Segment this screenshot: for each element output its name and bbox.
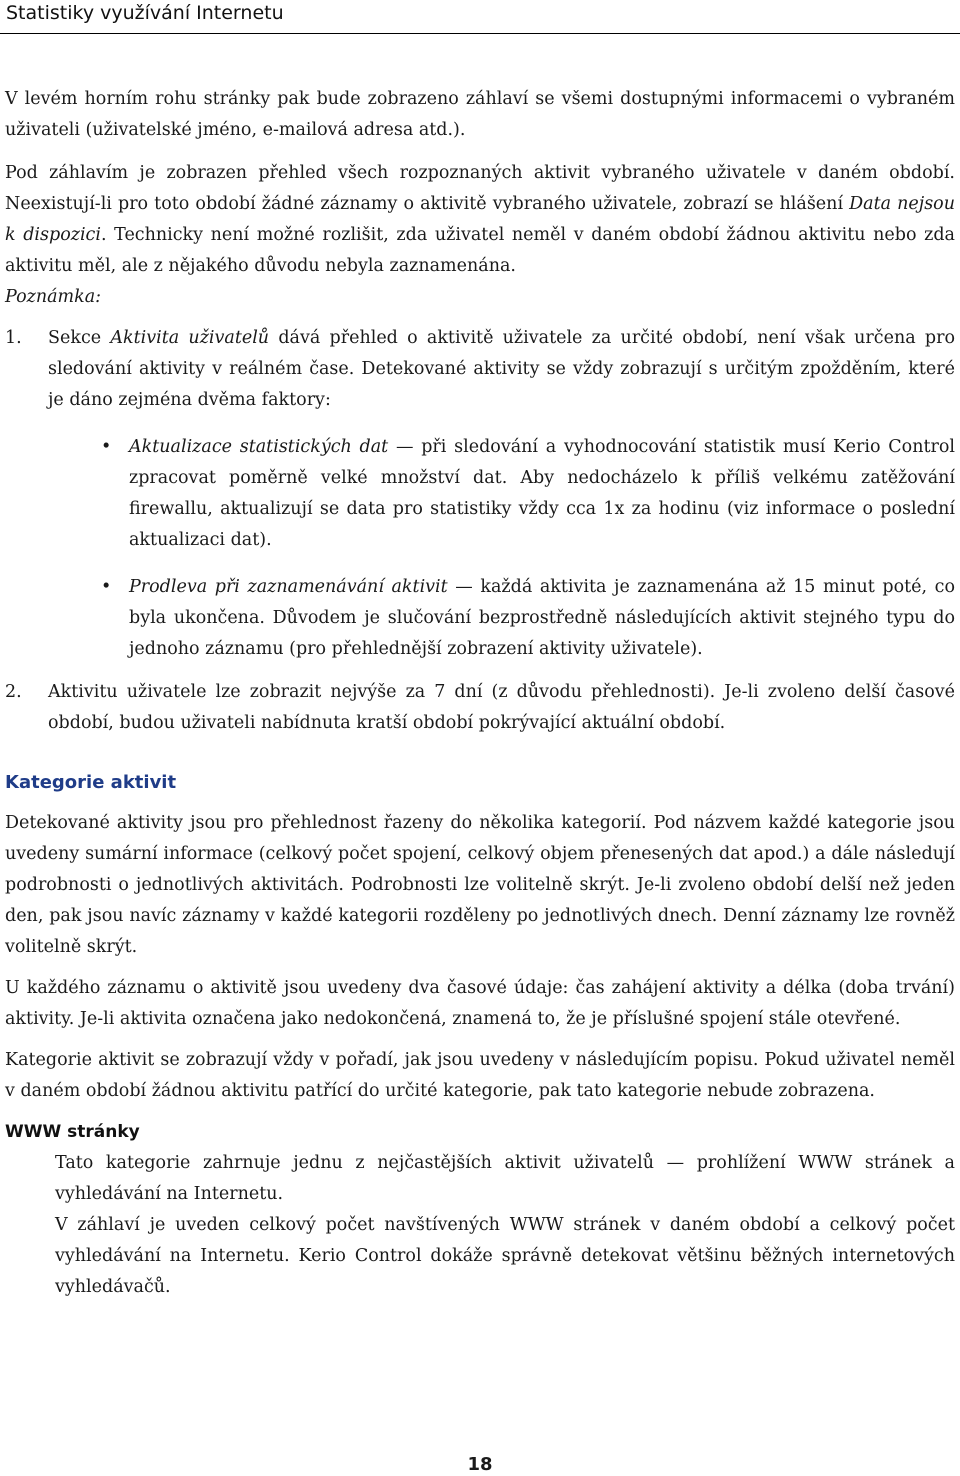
- header-rule: [0, 33, 960, 34]
- page-number: 18: [467, 1454, 493, 1475]
- subheading-www-pages: WWW stránky: [5, 1122, 140, 1142]
- note-emphasis: Aktivita uživatelů: [110, 328, 270, 348]
- note-text: dává přehled o aktivitě uživatele za určité období, není však určena pro sledování aktivity v reálném čase. Detekované aktivity se vždy zobrazují s určitým zpožděním, které je dáno zejména dvěma faktory:: [48, 328, 955, 410]
- running-header-title: Statistiky využívání Internetu: [6, 2, 284, 24]
- paragraph-activity-overview: [5, 158, 955, 282]
- no-data-message: Data nejsou k dispozici: [5, 194, 955, 245]
- paragraph-www-category: Tato kategorie zahrnuje jednu z nejčastějších aktivit uživatelů — prohlížení WWW stránek a vyhledávání na Internetu.: [55, 1153, 955, 1204]
- paragraph-www-header: V záhlaví je uveden celkový počet navštívených WWW stránek v daném období a celkový počet vyhledávání na Internetu. Kerio Control dokáže správně detekovat většinu běžných internetových vyhledávačů.: [55, 1215, 955, 1297]
- paragraph-text: . Technicky není možné rozlišit, zda uživatel neměl v daném období žádnou aktivitu nebo zda aktivitu měl, ale z nějakého důvodu nebyla zaznamenána.: [5, 225, 955, 276]
- note-item-1: [5, 323, 955, 416]
- list-number: 1.: [5, 328, 22, 348]
- paragraph-text: Pod záhlavím je zobrazen přehled všech rozpoznaných aktivit vybraného uživatele v daném období. Neexistují-li pro toto období žádné záznamy o aktivitě vybraného uživatele, zobrazí se hlášení: [5, 163, 955, 214]
- note-item-2: [5, 677, 955, 739]
- bullet-text: — při sledování a vyhodnocování statistik musí Kerio Control zpracovat poměrně velké množství dat. Aby nedocházelo k příliš velkému zatěžování firewallu, aktualizují se data pro statistiky vždy cca 1x za hodinu (viz informace o poslední aktualizaci dat).: [129, 437, 955, 550]
- paragraph-header-info: V levém horním rohu stránky pak bude zobrazeno záhlaví se všemi dostupnými informacemi o vybraném uživateli (uživatelské jméno, e-mailová adresa atd.).: [5, 89, 955, 140]
- bullet-icon: •: [101, 577, 112, 597]
- paragraph-categories-intro: Detekované aktivity jsou pro přehlednost řazeny do několika kategorií. Pod názvem každé kategorie jsou uvedeny sumární informace (celkový počet spojení, celkový objem přenesených dat apod.) a dále následují podrobnosti o jednotlivých aktivitách. Podrobnosti lze volitelně skrýt. Je-li zvoleno období delší než jeden den, pak jsou navíc záznamy v každé kategorii rozděleny po jednotlivých dnech. Denní záznamy lze rovněž volitelně skrýt.: [5, 813, 955, 957]
- note-text: Sekce: [48, 328, 111, 348]
- bullet-term: Aktualizace statistických dat: [129, 437, 389, 457]
- paragraph-category-order: Kategorie aktivit se zobrazují vždy v pořadí, jak jsou uvedeny v následujícím popisu. Pokud uživatel neměl v daném období žádnou aktivitu patřící do určité kategorie, pak tato kategorie nebude zobrazena.: [5, 1050, 955, 1101]
- page-content: [5, 84, 955, 1303]
- paragraph-time-data: U každého záznamu o aktivitě jsou uvedeny dva časové údaje: čas zahájení aktivity a délka (doba trvání) aktivity. Je-li aktivita označena jako nedokončená, znamená to, že je příslušné spojení stále otevřené.: [5, 978, 955, 1029]
- note-label: Poznámka:: [5, 287, 102, 307]
- bullet-text: — každá aktivita je zaznamenána až 15 minut poté, co byla ukončena. Důvodem je slučování bezprostředně následujících aktivit stejného typu do jednoho záznamu (pro přehlednější zobrazení aktivity uživatele).: [129, 577, 955, 659]
- note-text: Aktivitu uživatele lze zobrazit nejvýše za 7 dní (z důvodu přehlednosti). Je-li zvoleno delší časové období, budou uživateli nabídnuta kratší období pokrývající aktuální období.: [48, 682, 955, 733]
- bullet-item-statistics-update: [101, 432, 955, 556]
- list-number: 2.: [5, 682, 22, 702]
- bullet-item-recording-delay: [101, 572, 955, 665]
- bullet-term: Prodleva při zaznamenávání aktivit: [129, 577, 448, 597]
- bullet-icon: •: [101, 437, 112, 457]
- section-heading-activity-categories: Kategorie aktivit: [5, 772, 177, 793]
